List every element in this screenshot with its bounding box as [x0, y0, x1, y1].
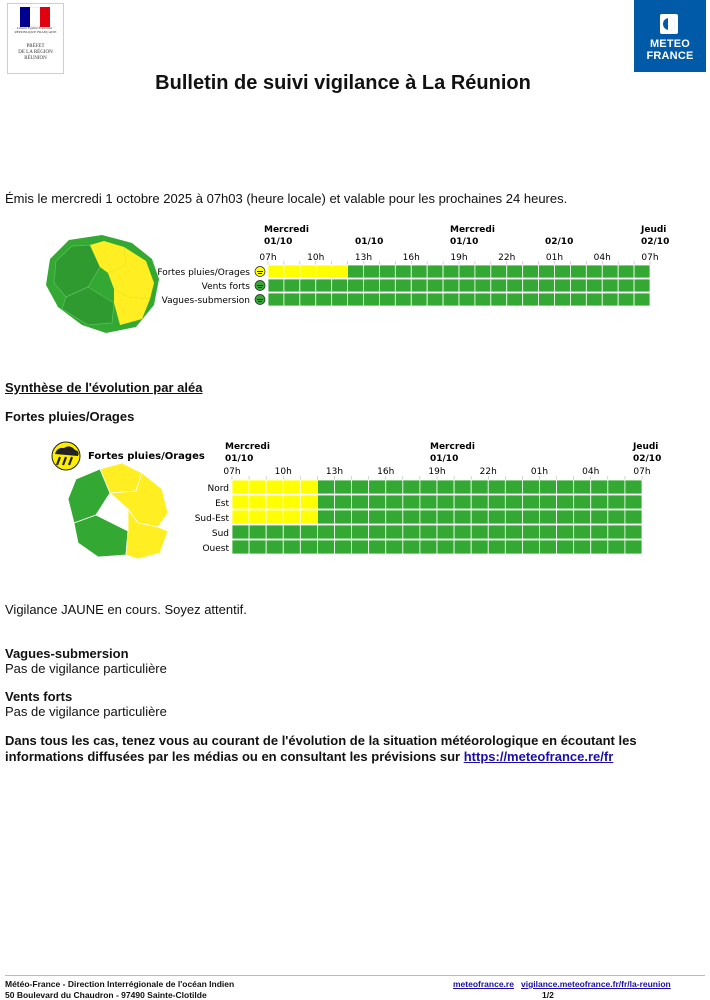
- timeline-cell: [232, 495, 249, 509]
- hour-label: 01h: [545, 253, 564, 263]
- timeline-cell: [586, 265, 602, 278]
- timeline-cell: [539, 293, 555, 306]
- timeline-cell: [352, 540, 369, 554]
- prefet-line1: PRÉFET: [26, 44, 45, 49]
- timeline-cell: [316, 279, 332, 292]
- timeline-cell: [249, 510, 266, 524]
- timeline-cell: [369, 540, 386, 554]
- flag-white: [30, 7, 40, 27]
- timeline-cell: [591, 480, 608, 494]
- timeline-cell: [266, 540, 283, 554]
- timeline-cell: [411, 293, 427, 306]
- timeline-cell: [232, 510, 249, 524]
- timeline-cell: [249, 495, 266, 509]
- timeline-cell: [317, 510, 334, 524]
- row-label: Ouest: [202, 544, 229, 554]
- timeline-cell: [316, 293, 332, 306]
- timeline-cell: [505, 540, 522, 554]
- timeline-cell: [602, 293, 618, 306]
- timeline-cell: [491, 293, 507, 306]
- timeline-cell: [437, 525, 454, 539]
- wind-icon: [255, 281, 265, 291]
- timeline-cell: [335, 495, 352, 509]
- timeline-cell: [300, 265, 316, 278]
- timeline-cell: [522, 480, 539, 494]
- fortes-pluies-chart: [0, 435, 710, 570]
- prefet-line3: RÉUNION: [24, 56, 47, 61]
- timeline-cell: [437, 510, 454, 524]
- timeline-cell: [420, 525, 437, 539]
- timeline-cell: [608, 510, 625, 524]
- timeline-cell: [555, 265, 571, 278]
- timeline-cell: [634, 293, 650, 306]
- rain-storm-big-icon: [52, 442, 80, 470]
- hour-label: 13h: [325, 467, 344, 477]
- timeline-cell: [300, 540, 317, 554]
- hour-label: 19h: [428, 467, 446, 477]
- timeline-cell: [488, 540, 505, 554]
- timeline-cell: [488, 495, 505, 509]
- timeline-cell: [488, 525, 505, 539]
- timeline-cell: [266, 525, 283, 539]
- date-day-label: Mercredi: [450, 225, 495, 235]
- timeline-cell: [471, 480, 488, 494]
- meteo-france-icon: [659, 13, 679, 35]
- timeline-cell: [591, 540, 608, 554]
- timeline-cell: [352, 480, 369, 494]
- overview-chart: [0, 215, 710, 335]
- timeline-cell: [335, 540, 352, 554]
- timeline-cell: [625, 510, 642, 524]
- timeline-cell: [557, 510, 574, 524]
- timeline-cell: [454, 480, 471, 494]
- timeline-cell: [379, 279, 395, 292]
- timeline-cell: [570, 293, 586, 306]
- timeline-cell: [591, 510, 608, 524]
- prefet-text: [8, 44, 63, 62]
- timeline-cell: [332, 265, 348, 278]
- timeline-cell: [317, 525, 334, 539]
- timeline-cell: [491, 265, 507, 278]
- hour-label: 22h: [498, 253, 516, 263]
- timeline-cell: [522, 525, 539, 539]
- timeline-cell: [266, 495, 283, 509]
- timeline-cell: [232, 540, 249, 554]
- timeline-cell: [249, 480, 266, 494]
- timeline-cell: [471, 525, 488, 539]
- vagues-text: Pas de vigilance particulière: [5, 661, 167, 676]
- timeline-cell: [557, 480, 574, 494]
- timeline-cell: [284, 293, 300, 306]
- conclusion-text: Dans tous les cas, tenez vous au courant de l'évolution de la situation météorologique en écoutant les informations diffusées par les médias ou en consultant les prévisions sur: [5, 733, 637, 764]
- timeline-cell: [505, 480, 522, 494]
- timeline-cell: [427, 293, 443, 306]
- timeline-cell: [475, 279, 491, 292]
- timeline-cell: [283, 510, 300, 524]
- timeline-cell: [475, 265, 491, 278]
- timeline-cell: [369, 480, 386, 494]
- timeline-cell: [523, 279, 539, 292]
- timeline-cell: [443, 279, 459, 292]
- hour-label: 07h: [223, 467, 241, 477]
- timeline-cell: [369, 495, 386, 509]
- date-label: 02/10: [641, 237, 670, 247]
- timeline-cell: [369, 510, 386, 524]
- timeline-cell: [454, 525, 471, 539]
- timeline-cell: [332, 293, 348, 306]
- timeline-cell: [555, 279, 571, 292]
- timeline-cell: [505, 510, 522, 524]
- hour-label: 10h: [307, 253, 325, 263]
- flag-blue: [20, 7, 30, 27]
- vagues-title: Vagues-submersion: [5, 646, 129, 661]
- timeline-cell: [602, 265, 618, 278]
- timeline-cell: [300, 279, 316, 292]
- date-label: 01/10: [264, 237, 293, 247]
- date-label: 01/10: [430, 454, 459, 464]
- timeline-cell: [284, 279, 300, 292]
- timeline-cell: [555, 293, 571, 306]
- timeline-cell: [454, 540, 471, 554]
- timeline-cell: [332, 279, 348, 292]
- timeline-cell: [232, 525, 249, 539]
- timeline-cell: [507, 293, 523, 306]
- timeline-cell: [471, 495, 488, 509]
- timeline-cell: [602, 279, 618, 292]
- timeline-cell: [386, 480, 403, 494]
- row-label: Sud-Est: [194, 514, 229, 524]
- timeline-cell: [539, 265, 555, 278]
- timeline-cell: [386, 525, 403, 539]
- prefet-line2: DE LA RÉGION: [18, 50, 53, 55]
- timeline-cell: [523, 265, 539, 278]
- synthese-title: Synthèse de l'évolution par aléa: [5, 380, 203, 395]
- timeline-cell: [443, 293, 459, 306]
- date-day-label: Mercredi: [264, 225, 309, 235]
- footer-divider: [5, 975, 705, 976]
- timeline-cell: [403, 510, 420, 524]
- timeline-cell: [618, 279, 634, 292]
- hour-label: 07h: [641, 253, 659, 263]
- flag-icon: [20, 7, 50, 27]
- flag-red: [40, 7, 50, 27]
- timeline-cell: [540, 495, 557, 509]
- timeline-cell: [335, 525, 352, 539]
- hour-label: 22h: [479, 467, 497, 477]
- prefet-motto: Liberté Égalité Fraternité · RÉPUBLIQUE FRANÇAISE: [14, 26, 57, 34]
- detail-date-labels: [225, 442, 661, 464]
- timeline-cell: [574, 525, 591, 539]
- timeline-cell: [471, 540, 488, 554]
- footer-address: 50 Boulevard du Chaudron - 97490 Sainte-Clotilde: [5, 990, 207, 1000]
- timeline-cell: [491, 279, 507, 292]
- hour-label: 19h: [450, 253, 468, 263]
- timeline-cell: [471, 510, 488, 524]
- timeline-cell: [403, 525, 420, 539]
- timeline-cell: [505, 525, 522, 539]
- hour-label: 04h: [582, 467, 600, 477]
- timeline-cell: [591, 495, 608, 509]
- timeline-cell: [249, 525, 266, 539]
- timeline-cell: [443, 265, 459, 278]
- timeline-cell: [540, 480, 557, 494]
- timeline-cell: [522, 510, 539, 524]
- timeline-cell: [427, 265, 443, 278]
- timeline-cell: [386, 540, 403, 554]
- logo-line2: FRANCE: [646, 50, 694, 62]
- prefet-logo: [7, 3, 64, 74]
- page-title: Bulletin de suivi vigilance à La Réunion: [155, 72, 531, 94]
- timeline-cell: [266, 480, 283, 494]
- timeline-cell: [608, 480, 625, 494]
- timeline-cell: [540, 540, 557, 554]
- timeline-cell: [395, 279, 411, 292]
- row-label: Est: [215, 499, 229, 509]
- timeline-cell: [574, 495, 591, 509]
- timeline-cell: [570, 279, 586, 292]
- timeline-cell: [300, 480, 317, 494]
- timeline-cell: [364, 293, 380, 306]
- timeline-cell: [379, 265, 395, 278]
- timeline-cell: [420, 540, 437, 554]
- timeline-cell: [586, 293, 602, 306]
- timeline-cell: [403, 495, 420, 509]
- timeline-cell: [283, 540, 300, 554]
- conclusion: [5, 733, 705, 765]
- timeline-cell: [403, 540, 420, 554]
- date-label: 01/10: [450, 237, 479, 247]
- timeline-cell: [507, 279, 523, 292]
- overview-rows: [157, 265, 650, 306]
- timeline-cell: [335, 510, 352, 524]
- timeline-cell: [608, 495, 625, 509]
- timeline-cell: [317, 495, 334, 509]
- timeline-cell: [625, 480, 642, 494]
- timeline-cell: [608, 540, 625, 554]
- timeline-cell: [488, 480, 505, 494]
- timeline-cell: [618, 265, 634, 278]
- hour-label: 07h: [259, 253, 277, 263]
- timeline-cell: [625, 540, 642, 554]
- meteo-france-logo[interactable]: [634, 0, 706, 72]
- date-day-label: Mercredi: [225, 442, 270, 452]
- timeline-cell: [300, 293, 316, 306]
- date-label: 02/10: [633, 454, 662, 464]
- timeline-cell: [459, 293, 475, 306]
- timeline-cell: [266, 510, 283, 524]
- logo-line1: METEO: [649, 38, 691, 50]
- vents-text: Pas de vigilance particulière: [5, 704, 167, 719]
- timeline-cell: [505, 495, 522, 509]
- footer-page-number: 1/2: [542, 990, 554, 1000]
- timeline-cell: [557, 540, 574, 554]
- timeline-cell: [557, 525, 574, 539]
- timeline-cell: [591, 525, 608, 539]
- timeline-cell: [300, 525, 317, 539]
- timeline-cell: [634, 265, 650, 278]
- timeline-cell: [454, 510, 471, 524]
- timeline-cell: [574, 540, 591, 554]
- timeline-cell: [437, 540, 454, 554]
- timeline-cell: [283, 525, 300, 539]
- timeline-cell: [300, 510, 317, 524]
- timeline-cell: [232, 480, 249, 494]
- timeline-cell: [268, 265, 284, 278]
- timeline-cell: [570, 265, 586, 278]
- detail-hour-labels: [223, 467, 650, 480]
- dmap-south: [74, 515, 128, 557]
- fortes-pluies-chart-title: Fortes pluies/Orages: [88, 451, 205, 462]
- timeline-cell: [403, 480, 420, 494]
- timeline-cell: [283, 495, 300, 509]
- timeline-cell: [352, 495, 369, 509]
- issued-text: Émis le mercredi 1 octobre 2025 à 07h03 (heure locale) et valable pour les prochaines 24 heures.: [5, 191, 568, 206]
- date-label: 01/10: [225, 454, 254, 464]
- hour-label: 10h: [274, 467, 292, 477]
- timeline-cell: [268, 279, 284, 292]
- footer-link-meteofrance[interactable]: meteofrance.re: [453, 979, 514, 989]
- timeline-cell: [540, 510, 557, 524]
- row-label: Fortes pluies/Orages: [157, 268, 250, 278]
- timeline-cell: [268, 293, 284, 306]
- wave-icon: [255, 295, 265, 305]
- timeline-cell: [352, 510, 369, 524]
- timeline-cell: [459, 265, 475, 278]
- timeline-cell: [364, 265, 380, 278]
- timeline-cell: [522, 540, 539, 554]
- timeline-cell: [507, 265, 523, 278]
- timeline-cell: [249, 540, 266, 554]
- hour-label: 13h: [354, 253, 373, 263]
- timeline-cell: [523, 293, 539, 306]
- timeline-cell: [574, 510, 591, 524]
- timeline-cell: [540, 525, 557, 539]
- timeline-cell: [316, 265, 332, 278]
- timeline-cell: [411, 265, 427, 278]
- timeline-cell: [420, 495, 437, 509]
- timeline-cell: [395, 265, 411, 278]
- timeline-cell: [352, 525, 369, 539]
- timeline-cell: [557, 495, 574, 509]
- timeline-cell: [317, 480, 334, 494]
- timeline-cell: [386, 510, 403, 524]
- timeline-cell: [300, 495, 317, 509]
- timeline-cell: [348, 265, 364, 278]
- date-day-label: Jeudi: [641, 225, 667, 235]
- timeline-cell: [488, 510, 505, 524]
- timeline-cell: [539, 279, 555, 292]
- hour-label: 16h: [402, 253, 420, 263]
- meteo-france-text: [634, 38, 706, 62]
- timeline-cell: [284, 265, 300, 278]
- overview-hour-labels: [259, 253, 658, 265]
- timeline-cell: [586, 279, 602, 292]
- timeline-cell: [283, 480, 300, 494]
- row-label: Vents forts: [201, 282, 250, 292]
- timeline-cell: [625, 495, 642, 509]
- reunion-map-overview: [46, 235, 159, 333]
- footer-org: Météo-France - Direction Interrégionale de l'océan Indien: [5, 979, 235, 989]
- fortes-pluies-section-title: Fortes pluies/Orages: [5, 409, 135, 424]
- date-label: 02/10: [545, 237, 574, 247]
- timeline-cell: [348, 293, 364, 306]
- timeline-cell: [459, 279, 475, 292]
- timeline-cell: [475, 293, 491, 306]
- timeline-cell: [335, 480, 352, 494]
- date-day-label: Mercredi: [430, 442, 475, 452]
- timeline-cell: [634, 279, 650, 292]
- date-label: 01/10: [355, 237, 384, 247]
- timeline-cell: [608, 525, 625, 539]
- footer-link-vigilance[interactable]: vigilance.meteofrance.fr/fr/la-reunion: [521, 979, 671, 989]
- reunion-map-detail: [68, 463, 168, 559]
- hour-label: 16h: [377, 467, 395, 477]
- timeline-cell: [411, 279, 427, 292]
- timeline-cell: [454, 495, 471, 509]
- row-label: Sud: [211, 529, 229, 539]
- overview-date-labels: [264, 225, 669, 247]
- timeline-cell: [420, 510, 437, 524]
- hour-label: 07h: [633, 467, 651, 477]
- timeline-cell: [574, 480, 591, 494]
- fortes-pluies-status: Vigilance JAUNE en cours. Soyez attentif.: [5, 602, 247, 617]
- row-label: Vagues-submersion: [161, 296, 250, 306]
- timeline-cell: [379, 293, 395, 306]
- timeline-cell: [437, 480, 454, 494]
- timeline-cell: [369, 525, 386, 539]
- timeline-cell: [522, 495, 539, 509]
- row-label: Nord: [207, 484, 229, 494]
- timeline-cell: [348, 279, 364, 292]
- timeline-cell: [386, 495, 403, 509]
- hour-label: 01h: [530, 467, 549, 477]
- detail-rows: [195, 480, 642, 554]
- meteofrance-link[interactable]: https://meteofrance.re/fr: [463, 749, 614, 764]
- hour-label: 04h: [593, 253, 611, 263]
- timeline-cell: [420, 480, 437, 494]
- timeline-cell: [395, 293, 411, 306]
- timeline-cell: [364, 279, 380, 292]
- timeline-cell: [427, 279, 443, 292]
- timeline-cell: [317, 540, 334, 554]
- vents-title: Vents forts: [5, 689, 73, 704]
- timeline-cell: [618, 293, 634, 306]
- timeline-cell: [437, 495, 454, 509]
- date-day-label: Jeudi: [633, 442, 659, 452]
- timeline-cell: [625, 525, 642, 539]
- rain-storm-icon: [255, 267, 265, 277]
